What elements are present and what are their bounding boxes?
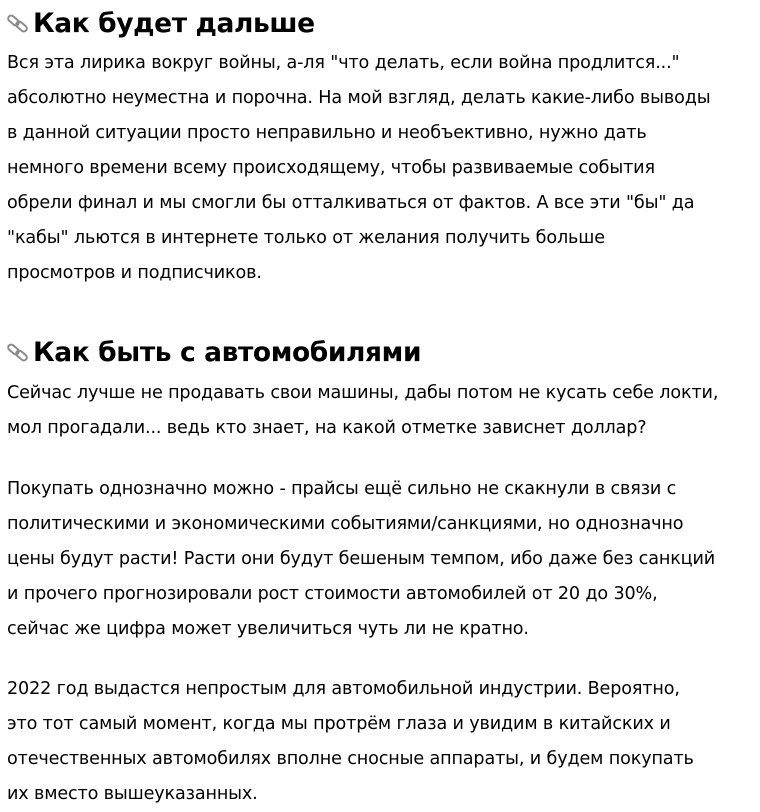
text-line: Покупать однозначно можно - прайсы ещё сильно не скакнули в связи с: [7, 479, 677, 499]
section-heading-2: [6, 332, 421, 372]
section-title: Как быть с автомобилями: [33, 336, 422, 368]
text-line: это тот самый момент, когда мы протрём глаза и увидим в китайских и: [7, 714, 671, 734]
paragraph: [7, 46, 710, 291]
text-line: мол прогадали... ведь кто знает, на какой отметке зависнет доллар?: [7, 418, 647, 438]
link-icon[interactable]: [6, 11, 30, 35]
text-line: отечественных автомобилях вполне сносные аппараты, и будем покупать: [7, 749, 694, 769]
section-title: Как будет дальше: [33, 7, 315, 39]
text-line: просмотров и подписчиков.: [7, 263, 262, 283]
paragraph: [7, 472, 715, 647]
text-line: в данной ситуации просто неправильно и необъективно, нужно дать: [7, 123, 647, 143]
text-line: "кабы" льются в интернете только от желания получить больше: [7, 228, 605, 248]
text-line: обрели финал и мы смогли бы отталкиваться от фактов. А все эти "бы" да: [7, 193, 695, 213]
text-line: 2022 год выдастся непростым для автомобильной индустрии. Вероятно,: [7, 679, 680, 699]
text-line: их вместо вышеуказанных.: [7, 784, 258, 804]
link-icon[interactable]: [6, 340, 30, 364]
text-line: Вся эта лирика вокруг войны, а-ля "что делать, если война продлится...": [7, 53, 680, 73]
text-line: немного времени всему происходящему, чтобы развиваемые события: [7, 158, 655, 178]
paragraph: [7, 672, 694, 812]
section-heading-1: [6, 3, 315, 43]
text-line: цены будут расти! Расти они будут бешеным темпом, ибо даже без санкций: [7, 549, 716, 569]
text-line: сейчас же цифра может увеличиться чуть ли не кратно.: [7, 619, 529, 639]
text-line: и прочего прогнозировали рост стоимости автомобилей от 20 до 30%,: [7, 584, 658, 604]
text-line: политическими и экономическими событиями/санкциями, но однозначно: [7, 514, 684, 534]
paragraph: [7, 376, 718, 446]
text-line: Сейчас лучше не продавать свои машины, дабы потом не кусать себе локти,: [7, 383, 719, 403]
text-line: абсолютно неуместна и порочна. На мой взгляд, делать какие-либо выводы: [7, 88, 711, 108]
